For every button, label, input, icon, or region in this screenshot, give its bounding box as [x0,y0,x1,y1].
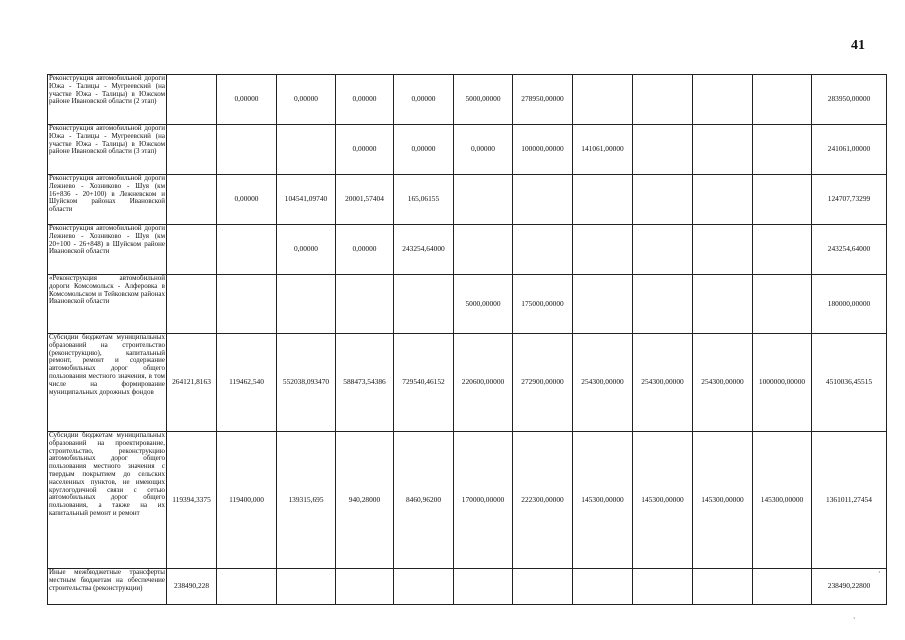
table-row [48,432,887,569]
value-cell [633,275,693,334]
value-cell: 0,00000 [217,75,277,125]
row-name-cell: Субсидии бюджетам муниципальных образований на проектирование, строительство, реконструкцию автомобильных дорог общего пользования местного значения с твердым покрытием до сельских населенных пунктов, не имеющих круглогодичной связи с сетью автомобильных дорог общего пользования, а также на их капитальный ремонт и ремонт [48,432,167,569]
value-cell [753,569,812,605]
value-cell: 175000,00000 [513,275,573,334]
value-cell: 119462,540 [217,334,277,432]
value-cell [454,569,513,605]
value-cell: 243254,64000 [394,225,454,275]
budget-table [47,74,887,605]
value-cell: 0,00000 [336,75,394,125]
table-row [48,125,887,175]
value-cell [394,569,454,605]
table-row [48,275,887,334]
value-cell: 0,00000 [336,225,394,275]
value-cell: 145300,00000 [633,432,693,569]
value-cell: 165,06155 [394,175,454,225]
value-cell [513,569,573,605]
value-cell: 119400,000 [217,432,277,569]
value-cell: 104541,09740 [277,175,336,225]
value-cell [693,225,753,275]
value-cell [336,569,394,605]
row-name-cell: Реконструкция автомобильной дороги Лежнево - Хозниково - Шуя (км 16+836 - 20+100) в Лежневском и Шуйском районах Ивановской области [48,175,167,225]
value-cell [513,225,573,275]
value-cell [573,275,633,334]
value-cell [167,175,217,225]
value-cell [693,275,753,334]
table-row [48,75,887,125]
row-name-cell: Субсидии бюджетам муниципальных образований на строительство (реконструкцию), капитальный ремонт, ремонт и содержание автомобильных дорог общего пользования местного значения, в том числе на формирование муниципальных дорожных фондов [48,334,167,432]
value-cell: 264121,8163 [167,334,217,432]
value-cell: 141061,00000 [573,125,633,175]
value-cell: 8460,96200 [394,432,454,569]
value-cell: 243254,64000 [812,225,887,275]
value-cell: 139315,695 [277,432,336,569]
value-cell: 0,00000 [336,125,394,175]
value-cell [217,225,277,275]
value-cell [277,275,336,334]
row-name-cell: Реконструкция автомобильной дороги Лежнево - Хозниково - Шуя (км 20+100 - 26+848) в Шуйском районе Ивановской области [48,225,167,275]
row-name-cell: Реконструкция автомобильной дороги Южа - Талицы - Мугреевский (на участке Южа - Талицы) в Южском районе Ивановской области (2 этап) [48,75,167,125]
value-cell: 254300,00000 [693,334,753,432]
value-cell: 1000000,00000 [753,334,812,432]
value-cell: 170000,00000 [454,432,513,569]
value-cell [753,75,812,125]
table-row [48,334,887,432]
value-cell [454,225,513,275]
value-cell [573,569,633,605]
value-cell: 238490,228 [167,569,217,605]
value-cell: 124707,73299 [812,175,887,225]
value-cell [336,275,394,334]
value-cell: 238490,22800 [812,569,887,605]
value-cell: 272900,00000 [513,334,573,432]
table-row [48,175,887,225]
value-cell: 5000,00000 [454,275,513,334]
value-cell: 119394,3375 [167,432,217,569]
value-cell: 588473,54386 [336,334,394,432]
value-cell [167,125,217,175]
value-cell [753,225,812,275]
value-cell: 254300,00000 [633,334,693,432]
value-cell: 4510036,45515 [812,334,887,432]
value-cell: 0,00000 [454,125,513,175]
value-cell [693,75,753,125]
value-cell [573,75,633,125]
value-cell: 552038,093470 [277,334,336,432]
value-cell: 145300,00000 [693,432,753,569]
value-cell: 729540,46152 [394,334,454,432]
value-cell [693,569,753,605]
value-cell [633,569,693,605]
table-row [48,569,887,605]
value-cell [394,275,454,334]
value-cell [633,175,693,225]
value-cell: 1361011,27454 [812,432,887,569]
value-cell [454,175,513,225]
value-cell [277,125,336,175]
row-name-cell: Иные межбюджетные трансферты местным бюджетам на обеспечение строительства (реконструкции) [48,569,167,605]
value-cell [633,75,693,125]
value-cell [633,225,693,275]
value-cell: 180000,00000 [812,275,887,334]
value-cell [693,175,753,225]
value-cell [217,125,277,175]
row-name-cell: Реконструкция автомобильной дороги Южа - Талицы - Мугреевский (на участке Южа - Талицы) в Южском районе Ивановской области (3 этап) [48,125,167,175]
value-cell [573,175,633,225]
value-cell: 220600,00000 [454,334,513,432]
value-cell: 100000,00000 [513,125,573,175]
value-cell: 145300,00000 [573,432,633,569]
table-row [48,225,887,275]
value-cell: 0,00000 [394,125,454,175]
value-cell [753,175,812,225]
stray-mark: · [878,568,881,577]
row-name-cell: «Реконструкция автомобильной дороги Комсомольск - Алферовка в Комсомольском и Тейковском районах Ивановской области [48,275,167,334]
stray-mark: ˯ [853,610,856,619]
value-cell: 0,00000 [277,75,336,125]
value-cell [277,569,336,605]
value-cell: 5000,00000 [454,75,513,125]
value-cell [167,275,217,334]
value-cell [753,275,812,334]
value-cell [217,275,277,334]
value-cell [217,569,277,605]
value-cell [633,125,693,175]
value-cell [513,175,573,225]
value-cell: 278950,00000 [513,75,573,125]
value-cell: 283950,00000 [812,75,887,125]
value-cell: 222300,00000 [513,432,573,569]
value-cell: 0,00000 [277,225,336,275]
value-cell: 241061,00000 [812,125,887,175]
value-cell [753,125,812,175]
value-cell: 940,28000 [336,432,394,569]
value-cell [573,225,633,275]
value-cell: 145300,00000 [753,432,812,569]
value-cell: 0,00000 [217,175,277,225]
value-cell: 20001,57404 [336,175,394,225]
value-cell [167,225,217,275]
value-cell [167,75,217,125]
page-number: 41 [851,38,865,53]
value-cell [693,125,753,175]
value-cell: 254300,00000 [573,334,633,432]
value-cell: 0,00000 [394,75,454,125]
